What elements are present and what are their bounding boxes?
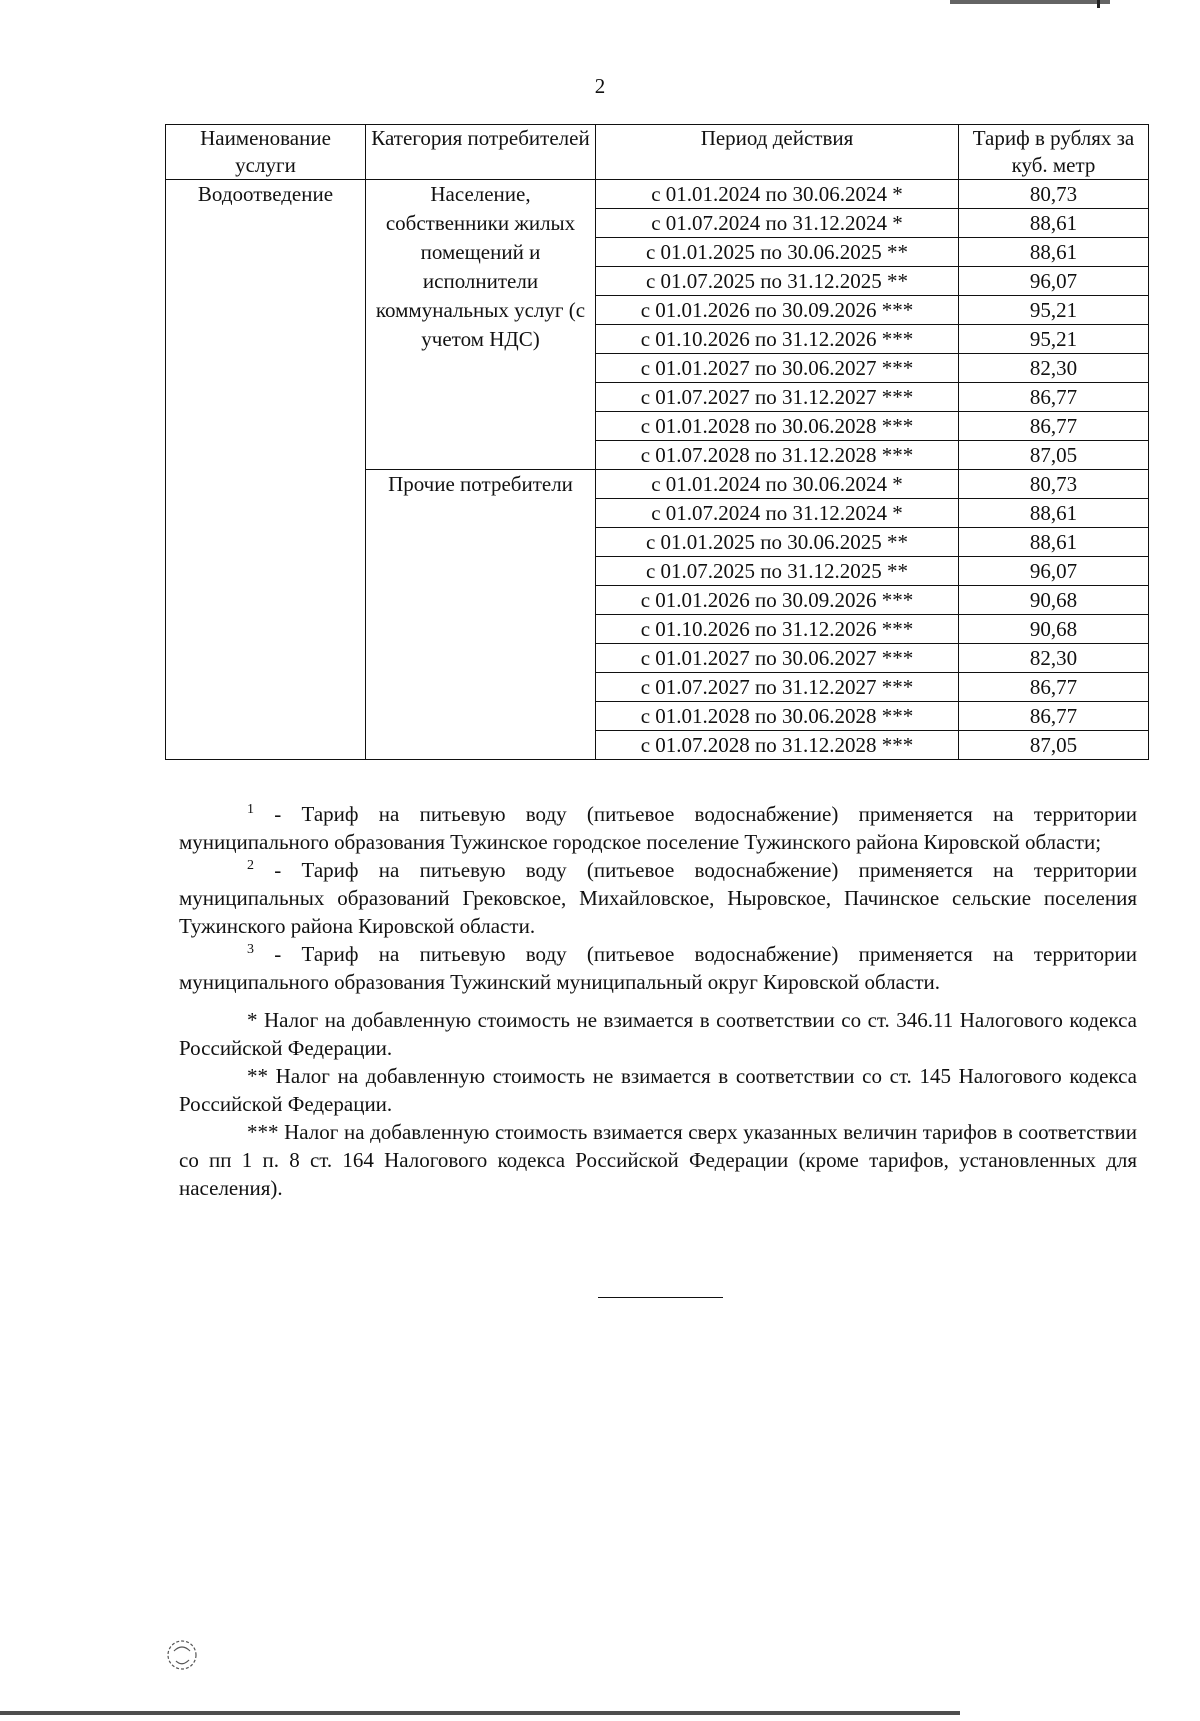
cell-tariff: 86,77 <box>959 412 1149 441</box>
cell-tariff: 95,21 <box>959 325 1149 354</box>
cell-tariff: 88,61 <box>959 238 1149 267</box>
cell-period: с 01.01.2025 по 30.06.2025 ** <box>596 528 959 557</box>
footnote <box>179 856 1137 940</box>
tax-note: * Налог на добавленную стоимость не взимается в соответствии со ст. 346.11 Налогового кодекса Российской Федерации. <box>179 1008 1137 1060</box>
cell-tariff: 96,07 <box>959 557 1149 586</box>
cell-period: с 01.01.2027 по 30.06.2027 *** <box>596 354 959 383</box>
cell-period: с 01.10.2026 по 31.12.2026 *** <box>596 325 959 354</box>
cell-tariff: 82,30 <box>959 354 1149 383</box>
footnote-text: - Тариф на питьевую воду (питьевое водоснабжение) применяется на территории муниципальных образований Грековское, Михайловское, Ныровское, Пачинское сельские поселения Тужинского района Кировской области. <box>179 858 1137 938</box>
footnote-text: - Тариф на питьевую воду (питьевое водоснабжение) применяется на территории муниципального образования Тужинский муниципальный округ Кировской области. <box>179 942 1137 994</box>
scan-stamp-mark <box>162 1637 204 1675</box>
header-period: Период действия <box>596 125 959 180</box>
cell-tariff: 88,61 <box>959 528 1149 557</box>
header-category: Категория потребителей <box>366 125 596 180</box>
tax-note: ** Налог на добавленную стоимость не взимается в соответствии со ст. 145 Налогового кодекса Российской Федерации. <box>179 1064 1137 1116</box>
cell-tariff: 82,30 <box>959 644 1149 673</box>
cell-tariff: 87,05 <box>959 441 1149 470</box>
cell-period: с 01.07.2027 по 31.12.2027 *** <box>596 383 959 412</box>
cell-tariff: 95,21 <box>959 296 1149 325</box>
page-number: 2 <box>594 74 606 98</box>
cell-service-name: Водоотведение <box>166 180 366 760</box>
cell-period: с 01.07.2025 по 31.12.2025 ** <box>596 557 959 586</box>
cell-tariff: 96,07 <box>959 267 1149 296</box>
cell-tariff: 80,73 <box>959 470 1149 499</box>
table-row <box>166 180 1149 209</box>
cell-category: Прочие потребители <box>366 470 596 760</box>
cell-period: с 01.07.2027 по 31.12.2027 *** <box>596 673 959 702</box>
table-body <box>166 180 1149 760</box>
cell-tariff: 88,61 <box>959 209 1149 238</box>
footnote-text: - Тариф на питьевую воду (питьевое водоснабжение) применяется на территории муниципального образования Тужинское городское поселение Тужинского района Кировской области; <box>179 802 1137 854</box>
cell-period: с 01.01.2024 по 30.06.2024 * <box>596 470 959 499</box>
cell-tariff: 86,77 <box>959 702 1149 731</box>
cell-period: с 01.01.2024 по 30.06.2024 * <box>596 180 959 209</box>
cell-period: с 01.01.2025 по 30.06.2025 ** <box>596 238 959 267</box>
scan-artifact-top <box>950 0 1110 4</box>
footnote <box>179 800 1137 856</box>
scan-artifact-tick <box>1097 0 1100 8</box>
tax-note: *** Налог на добавленную стоимость взимается сверх указанных величин тарифов в соответствии со пп 1 п. 8 ст. 164 Налогового кодекса Российской Федерации (кроме тарифов, установленных для населения). <box>179 1120 1137 1200</box>
cell-period: с 01.10.2026 по 31.12.2026 *** <box>596 615 959 644</box>
cell-tariff: 80,73 <box>959 180 1149 209</box>
cell-tariff: 90,68 <box>959 586 1149 615</box>
cell-period: с 01.07.2028 по 31.12.2028 *** <box>596 441 959 470</box>
cell-period: с 01.01.2027 по 30.06.2027 *** <box>596 644 959 673</box>
cell-tariff: 86,77 <box>959 673 1149 702</box>
end-separator-line <box>598 1297 723 1298</box>
footnote-marker: 3 <box>247 942 254 957</box>
header-service: Наименование услуги <box>166 125 366 180</box>
table-header-row <box>166 125 1149 180</box>
cell-tariff: 86,77 <box>959 383 1149 412</box>
cell-period: с 01.01.2028 по 30.06.2028 *** <box>596 702 959 731</box>
cell-period: с 01.01.2028 по 30.06.2028 *** <box>596 412 959 441</box>
footnote <box>179 940 1137 996</box>
cell-period: с 01.01.2026 по 30.09.2026 *** <box>596 586 959 615</box>
cell-category: Население, собственники жилых помещений и исполнители коммунальных услуг (с учетом НДС) <box>366 180 596 470</box>
scan-artifact-bottom <box>0 1711 960 1715</box>
footnote-marker: 2 <box>247 858 254 873</box>
cell-period: с 01.07.2025 по 31.12.2025 ** <box>596 267 959 296</box>
cell-period: с 01.07.2024 по 31.12.2024 * <box>596 499 959 528</box>
cell-tariff: 88,61 <box>959 499 1149 528</box>
footnote-marker: 1 <box>247 802 254 817</box>
tariff-table <box>165 124 1149 760</box>
cell-tariff: 87,05 <box>959 731 1149 760</box>
notes-section <box>179 800 1137 1202</box>
cell-period: с 01.07.2028 по 31.12.2028 *** <box>596 731 959 760</box>
cell-period: с 01.01.2026 по 30.09.2026 *** <box>596 296 959 325</box>
cell-period: с 01.07.2024 по 31.12.2024 * <box>596 209 959 238</box>
header-tariff: Тариф в рублях за куб. метр <box>959 125 1149 180</box>
cell-tariff: 90,68 <box>959 615 1149 644</box>
